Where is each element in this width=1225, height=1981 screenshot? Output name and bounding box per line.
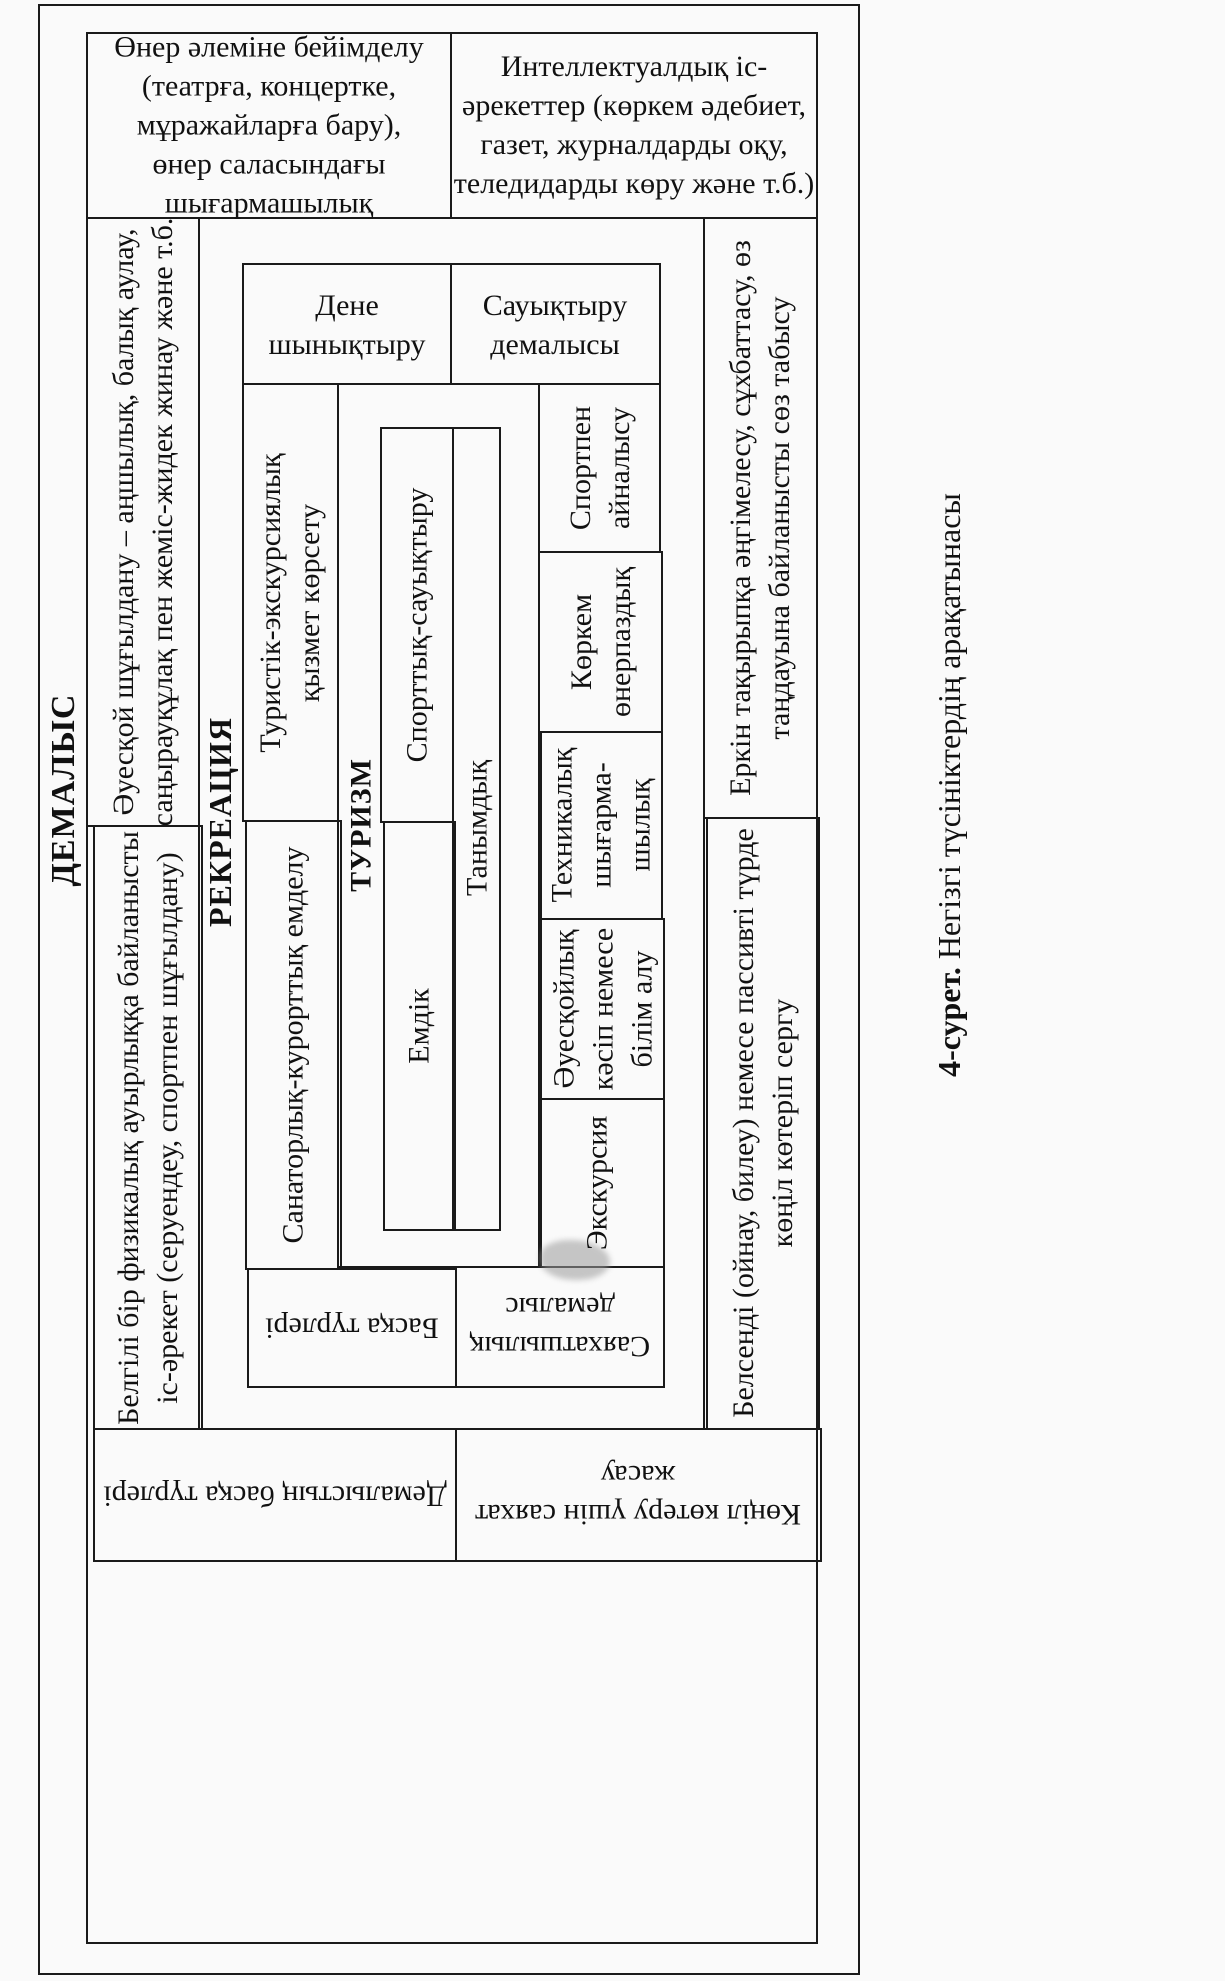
conversation-text: Еркін тақырыпқа әңгімелесу, сұхбаттасу, өз таңдауына байланысты сөз табысу bbox=[724, 240, 796, 796]
technical-text: Техникалық шығарма- шылық bbox=[545, 747, 657, 903]
tourist-excursion-text: Туристік-экскурсиялық қызмет көрсету bbox=[254, 453, 326, 753]
medical-text: Емдік bbox=[402, 988, 436, 1064]
sport-text: Спортпен айналысу bbox=[564, 405, 636, 531]
tempering-text: Дене шынықтыру bbox=[268, 289, 426, 361]
sanatorium-text: Санаторлық-курорттық емделу bbox=[276, 846, 310, 1244]
hobby-text: Әуесқой шұғылдану – аңшылық, балық аулау, саңырауқұлақ пен жеміс-жидек жинау және т.б. bbox=[107, 217, 179, 827]
physical-text: Белгілі бір физикалық ауырлыққа байланысты іс-әрекет (серуендеу, спортпен шұғылдану) bbox=[112, 831, 184, 1425]
other-rest-text: Демалыстың басқа түрлері bbox=[103, 1479, 447, 1513]
other-types-text: Басқа түрлері bbox=[265, 1311, 439, 1345]
sport-health-text: Спорттық-сауықтыру bbox=[400, 487, 434, 763]
recreation-title: РЕКРЕАЦИЯ bbox=[202, 717, 239, 927]
travel-fun-text: Көңіл көтеру үшін саяхат жасау bbox=[474, 1459, 802, 1531]
health-rest-text: Сауықтыру демалысы bbox=[482, 289, 628, 361]
intellectual-text: Интеллектуалдық іс- әрекеттер (көркем әдебиет, газет, журналдарды оқу, теледидарды көру және т.б.) bbox=[453, 50, 815, 200]
rest-title: ДЕМАЛЫС bbox=[44, 693, 82, 887]
amateur-edu-text: Әуесқойлық кәсіп немесе білім алу bbox=[547, 927, 659, 1091]
walking-rest-text: Саяхатшылық демалыс bbox=[469, 1291, 651, 1363]
tourism-title: ТУРИЗМ bbox=[344, 758, 378, 892]
cognitive-text: Танымдық bbox=[460, 759, 494, 897]
art-amateur-text: Көркем өнерпаздық bbox=[565, 566, 637, 718]
art-world-text: Өнер әлеміне бейімделу (театрға, концертке, мұражайларға бару), өнер саласындағы шығармашылық bbox=[114, 30, 424, 220]
figure-caption bbox=[929, 493, 971, 1077]
caption-label: 4-сурет. bbox=[931, 967, 968, 1077]
active-passive-text: Белсенді (ойнау, билеу) немесе пассивті түрде көңіл көтеріп сергу bbox=[727, 828, 799, 1418]
excursion-text: Экскурсия bbox=[580, 1115, 614, 1251]
caption-text: Негізгі түсініктердің арақатынасы bbox=[931, 493, 968, 968]
